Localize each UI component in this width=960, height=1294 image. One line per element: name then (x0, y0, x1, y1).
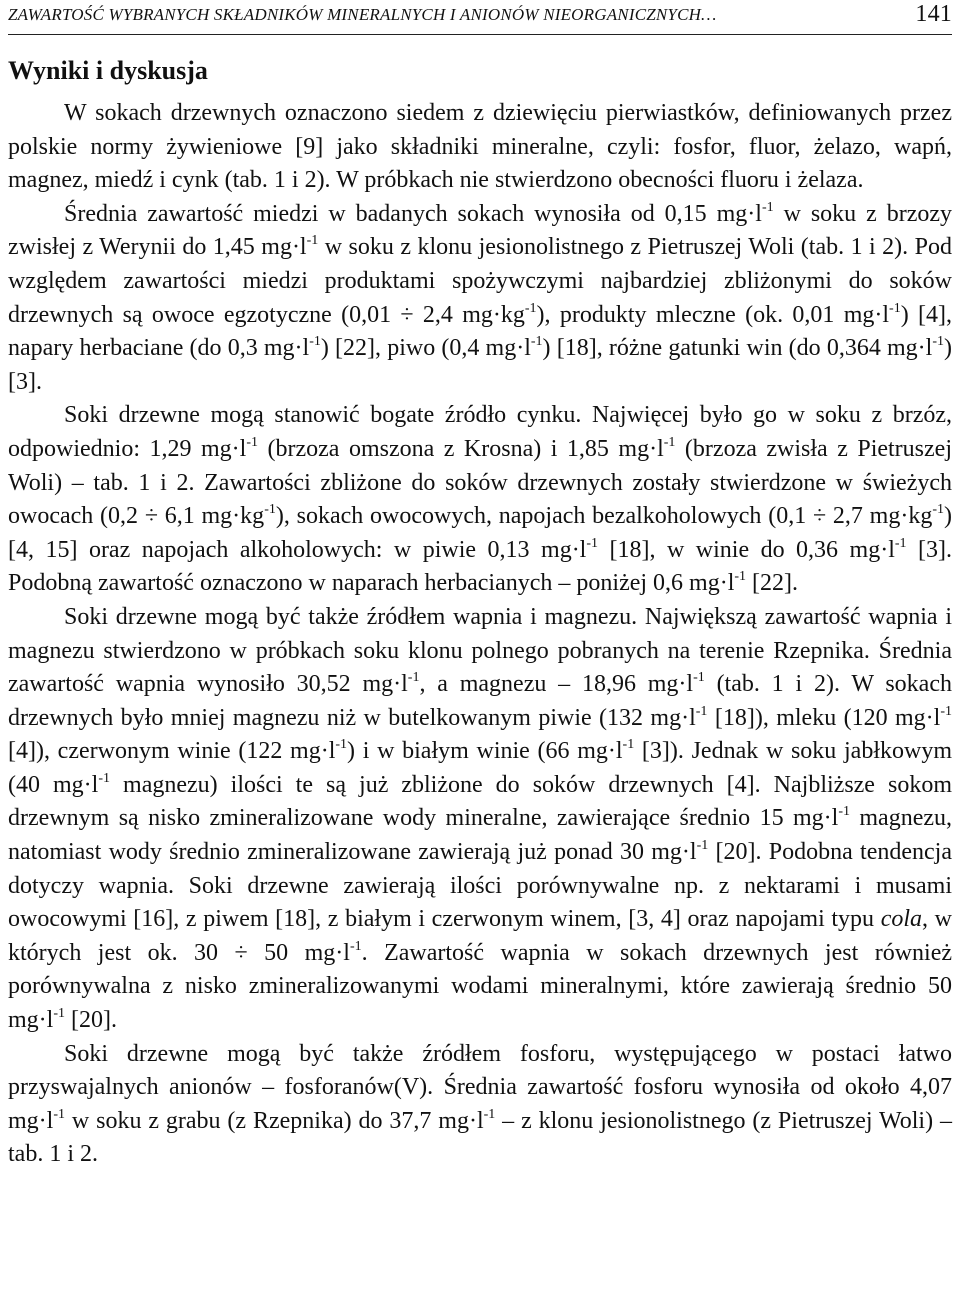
page-number: 141 (915, 1, 952, 27)
paragraph-copper: Średnia zawartość miedzi w badanych sokach wynosiła od 0,15 $mg\cdot l^{-1}$ w soku z brzozy zwisłej z Werynii do 1,45 $mg\cdot l^{-1}$ w soku z klonu jesionolistnego z Pietruszej Woli (tab. 1 i 2). Pod względem zawartości miedzi produktami spożywczymi najbardziej zbliżonymi do soków drzewnych są owoce egzotyczne (0,01 ÷ 2,4 $mg\cdot kg^{-1}$), produkty mleczne (ok. 0,01 $mg\cdot l^{-1}$) [4], napary herbaciane (do 0,3 $mg\cdot l^{-1}$) [22], piwo (0,4 $mg\cdot l^{-1}$) [18], różne gatunki win (do 0,364 $mg\cdot l^{-1}$) [3]. (8, 199, 953, 395)
body-text (8, 97, 952, 1172)
running-title: ZAWARTOŚĆ WYBRANYCH SKŁADNIKÓW MINERALNYCH I ANIONÓW NIEORGANICZNYCH… (8, 5, 717, 24)
paragraph-calcium-magnesium: Soki drzewne mogą być także źródłem wapnia i magnezu. Największą zawartość wapnia i magnezu stwierdzono w próbkach soku klonu polnego pobranych na terenie Rzepnika. Średnia zawartość wapnia wynosiło 30,52 $mg\cdot l^{-1}$, a magnezu – 18,96 $mg\cdot l^{-1}$ (tab. 1 i 2). W sokach drzewnych było mniej magnezu niż w butelkowanym piwie (132 $mg\cdot l^{-1}$ [18]), mleku (120 $mg\cdot l^{-1}$ [4]), czerwonym winie (122 $mg\cdot l^{-1}$) i w białym winie (66 $mg\cdot l^{-1}$ [3]). Jednak w soku jabłkowym (40 $mg\cdot l^{-1}$ magnezu) ilości te są już zbliżone do soków drzewnych [4]. Najbliższe sokom drzewnym są nisko zmineralizowane wody mineralne, zawierające średnio 15 $mg\cdot l^{-1}$ magnezu, natomiast wody średnio zmineralizowane zawierają już ponad 30 $mg\cdot l^{-1}$ [20]. Podobna tendencja dotyczy wapnia. Soki drzewne zawierają ilości porównywalne np. z nektarami i musami owocowymi [16], z piwem [18], z białym i czerwonym winem, [3, 4] oraz napojami typu cola, w których jest ok. 30 ÷ 50 $mg\cdot l^{-1}$. Zawartość wapnia w sokach drzewnych jest również porównywalna z nisko zmineralizowanymi wodami mineralnymi, które zawierają średnio 50 $mg\cdot l^{-1}$ [20]. (8, 603, 953, 1034)
running-header (8, 0, 952, 35)
document-page (8, 0, 952, 1172)
paragraph-zinc: Soki drzewne mogą stanowić bogate źródło cynku. Najwięcej było go w soku z brzóz, odpowiednio: 1,29 $mg\cdot l^{-1}$ (brzoza omszona z Krosna) i 1,85 $mg\cdot l^{-1}$ (brzoza zwisła z Pietruszej Woli) – tab. 1 i 2. Zawartości zbliżone do soków drzewnych zostały stwierdzone w świeżych owocach (0,2 ÷ 6,1 $mg\cdot kg^{-1}$), sokach owocowych, napojach bezalkoholowych (0,1 ÷ 2,7 $mg\cdot kg^{-1}$) [4, 15] oraz napojach alkoholowych: w piwie 0,13 $mg\cdot l^{-1}$ [18], w winie do 0,36 $mg\cdot l^{-1}$ [3]. Podobną zawartość oznaczono w naparach herbacianych – poniżej 0,6 $mg\cdot l^{-1}$ [22]. (8, 402, 953, 597)
paragraph-minerals-overview: W sokach drzewnych oznaczono siedem z dziewięciu pierwiastków, definiowanych przez polskie normy żywieniowe [9] jako składniki mineralne, czyli: fosfor, fluor, żelazo, wapń, magnez, miedź i cynk (tab. 1 i 2). W próbkach nie stwierdzono obecności fluoru i żelaza. (8, 100, 952, 194)
section-title: Wyniki i dyskusja (8, 56, 208, 85)
paragraph-phosphorus: Soki drzewne mogą być także źródłem fosforu, występującego w postaci łatwo przyswajalnych anionów – fosforanów(V). Średnia zawartość fosforu wynosiła od około 4,07 $mg\cdot l^{-1}$ w soku z grabu (z Rzepnika) do 37,7 $mg\cdot l^{-1} - z$ klonu jesionolistnego (z Pietruszej Woli) – tab. 1 i 2. (8, 1040, 952, 1168)
